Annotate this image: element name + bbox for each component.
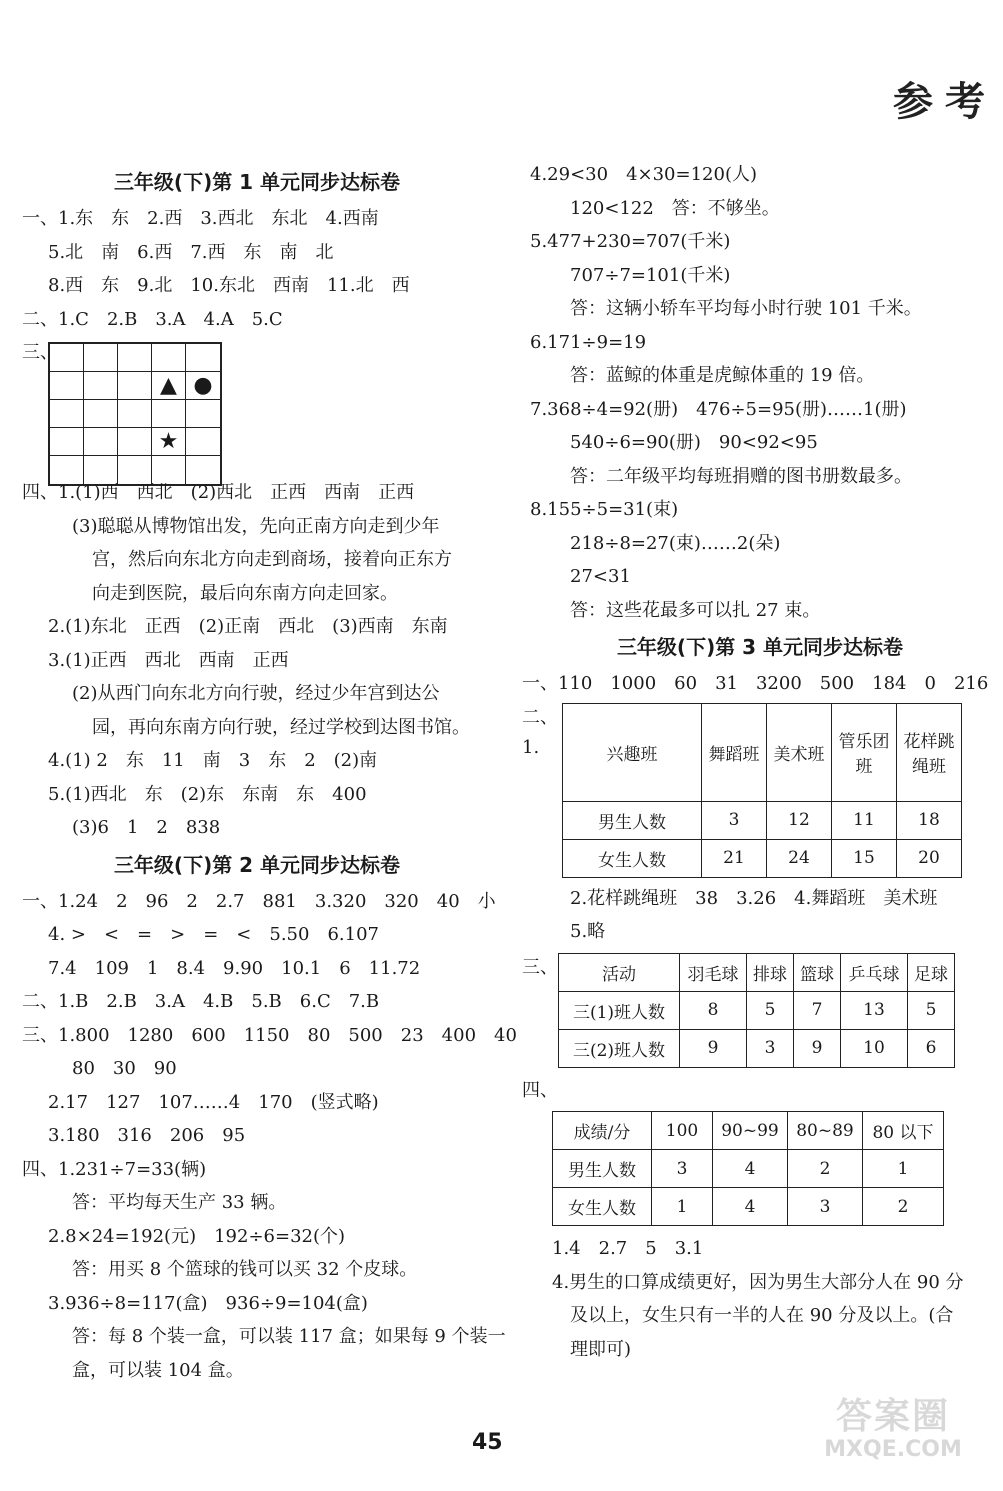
unit1-q3-label: 三、 <box>22 342 58 363</box>
table1-header-1: 舞蹈班 <box>702 703 767 801</box>
unit3-q2-label: 二、1. <box>522 706 558 758</box>
unit1-q3-grid-block <box>22 336 492 476</box>
table1-r1-c0: 女生人数 <box>563 839 702 877</box>
unit3-q3-table-block <box>522 953 990 1068</box>
unit3-q4-line3: 及以上，女生只有一半的人在 90 分及以上。(合 <box>570 1305 954 1326</box>
unit1-q4-line4: 向走到医院，最后向东南方向走回家。 <box>92 582 398 604</box>
table1-r0-c3: 11 <box>832 801 897 839</box>
table1-header-3: 管乐团班 <box>832 703 897 801</box>
unit2-line13: 3.936÷8=117(盒) 936÷9=104(盒) <box>48 1292 368 1314</box>
unit3-q2-table-block <box>522 703 990 878</box>
star-icon: ★ <box>152 428 186 456</box>
right-line11: 8.155÷5=31(束) <box>530 499 679 520</box>
unit1-q1-line3: 8.西 东 9.北 10.东北 西南 11.北 西 <box>48 275 410 296</box>
table3-r1-c4: 2 <box>863 1188 944 1226</box>
table3-header-2: 90~99 <box>713 1112 788 1150</box>
activity-table <box>558 953 955 1068</box>
unit3-q4-table-block <box>552 1111 990 1226</box>
right-line7: 答：蓝鲸的体重是虎鲸体重的 19 倍。 <box>570 365 875 386</box>
table1-r1-c4: 20 <box>897 839 962 877</box>
table3-header-0: 成绩/分 <box>553 1112 652 1150</box>
unit2-line14: 答：每 8 个装一盒，可以装 117 盒；如果每 9 个装一 <box>72 1326 506 1347</box>
table3-header-1: 100 <box>652 1112 713 1150</box>
unit3-q2-line2: 5.略 <box>570 921 606 942</box>
unit2-line1: 一、1.24 2 96 2 2.7 881 3.320 320 40 小 <box>22 890 496 912</box>
unit2-line8: 3.180 316 206 95 <box>48 1125 246 1146</box>
unit3-title: 三年级(下)第 3 单元同步达标卷 <box>616 635 904 659</box>
right-line4: 707÷7=101(千米) <box>570 264 731 286</box>
unit2-line9: 四、1.231÷7=33(辆) <box>22 1158 207 1180</box>
unit2-line6: 80 30 90 <box>72 1058 177 1079</box>
table2-header-1: 羽毛球 <box>680 953 747 991</box>
unit2-line3: 7.4 109 1 8.4 9.90 10.1 6 11.72 <box>48 957 421 979</box>
page-number: 45 <box>472 1430 503 1455</box>
table1-r0-c1: 3 <box>702 801 767 839</box>
unit2-line7: 2.17 127 107……4 170 (竖式略) <box>48 1091 379 1113</box>
table2-r0-c1: 8 <box>680 991 747 1029</box>
table2-header-4: 乒乓球 <box>841 953 908 991</box>
unit1-q4-line8: 园，再向东南方向行驶，经过学校到达图书馆。 <box>92 716 470 738</box>
right-line8: 7.368÷4=92(册) 476÷5=95(册)……1(册) <box>530 398 907 420</box>
table2-r1-c2: 3 <box>747 1029 794 1067</box>
left-column <box>22 162 517 1387</box>
table2-header-5: 足球 <box>908 953 955 991</box>
unit3-q2-line1: 2.花样跳绳班 38 3.26 4.舞蹈班 美术班 <box>570 887 938 909</box>
unit2-line12: 答：用买 8 个篮球的钱可以买 32 个皮球。 <box>72 1259 418 1280</box>
table2-r1-c5: 6 <box>908 1029 955 1067</box>
table3-r0-c0: 男生人数 <box>553 1150 652 1188</box>
watermark-logo <box>803 1397 983 1467</box>
right-line9: 540÷6=90(册) 90<92<95 <box>570 432 818 453</box>
table3-r1-c2: 4 <box>713 1188 788 1226</box>
table3-r1-c3: 3 <box>788 1188 863 1226</box>
triangle-icon: ▲ <box>152 372 186 400</box>
right-line13: 27<31 <box>570 566 631 587</box>
page-header-title: 参考 <box>893 79 997 125</box>
table3-r0-c1: 3 <box>652 1150 713 1188</box>
table1-header-0: 兴趣班 <box>563 703 702 801</box>
unit1-q1-line2: 5.北 南 6.西 7.西 东 南 北 <box>48 241 334 263</box>
table1-r1-c1: 21 <box>702 839 767 877</box>
table3-r1-c0: 女生人数 <box>553 1188 652 1226</box>
table1-header-2: 美术班 <box>767 703 832 801</box>
table3-r0-c2: 4 <box>713 1150 788 1188</box>
table2-r1-c1: 9 <box>680 1029 747 1067</box>
table2-r0-c4: 13 <box>841 991 908 1029</box>
direction-grid <box>48 342 222 486</box>
table1-r0-c4: 18 <box>897 801 962 839</box>
watermark-sub-text: MXQE.COM <box>824 1437 962 1462</box>
unit1-q1-line1: 一、1.东 东 2.西 3.西北 东北 4.西南 <box>22 208 379 229</box>
unit1-q4-line10: 5.(1)西北 东 (2)东 东南 东 400 <box>48 783 367 805</box>
unit1-q4-line2: (3)聪聪从博物馆出发，先向正南方向走到少年 <box>72 515 440 537</box>
right-line10: 答：二年级平均每班捐赠的图书册数最多。 <box>570 465 912 487</box>
right-line2: 120<122 答：不够坐。 <box>570 197 780 219</box>
unit2-line11: 2.8×24=192(元) 192÷6=32(个) <box>48 1225 346 1247</box>
table1-r1-c3: 15 <box>832 839 897 877</box>
unit3-q4-line4: 理即可) <box>570 1338 632 1360</box>
unit1-q4-line9: 4.(1) 2 东 11 南 3 东 2 (2)南 <box>48 750 378 771</box>
right-line3: 5.477+230=707(千米) <box>530 231 731 252</box>
table2-r0-c5: 5 <box>908 991 955 1029</box>
table3-r0-c4: 1 <box>863 1150 944 1188</box>
unit2-line10: 答：平均每天生产 33 辆。 <box>72 1192 287 1213</box>
table3-r1-c1: 1 <box>652 1188 713 1226</box>
unit1-title: 三年级(下)第 1 单元同步达标卷 <box>113 170 401 194</box>
circle-icon: ● <box>186 372 220 400</box>
right-line1: 4.29<30 4×30=120(人) <box>530 164 757 185</box>
unit1-q2-line: 二、1.C 2.B 3.A 4.A 5.C <box>22 308 283 330</box>
table2-r1-c3: 9 <box>794 1029 841 1067</box>
table3-r0-c3: 2 <box>788 1150 863 1188</box>
table1-r0-c2: 12 <box>767 801 832 839</box>
unit1-q4-line1: 四、1.(1)西 西北 (2)西北 正西 西南 正西 <box>22 482 415 503</box>
unit1-q4-line7: (2)从西门向东北方向行驶，经过少年宫到达公 <box>72 683 440 704</box>
unit1-q4-line3: 宫，然后向东北方向走到商场，接着向正东方 <box>92 549 452 570</box>
right-column <box>522 158 990 1366</box>
unit2-line4: 二、1.B 2.B 3.A 4.B 5.B 6.C 7.B <box>22 991 380 1012</box>
unit2-line15: 盒，可以装 104 盒。 <box>72 1359 244 1381</box>
right-line12: 218÷8=27(束)……2(朵) <box>570 532 781 554</box>
table2-r0-c3: 7 <box>794 991 841 1029</box>
table3-header-3: 80~89 <box>788 1112 863 1150</box>
right-line14: 答：这些花最多可以扎 27 束。 <box>570 599 821 621</box>
table1-r1-c2: 24 <box>767 839 832 877</box>
right-line6: 6.171÷9=19 <box>530 331 647 353</box>
table1-header-4: 花样跳绳班 <box>897 703 962 801</box>
table2-header-2: 排球 <box>747 953 794 991</box>
unit3-q4-label: 四、 <box>522 1079 558 1101</box>
table2-r0-c2: 5 <box>747 991 794 1029</box>
table2-header-0: 活动 <box>559 953 680 991</box>
table1-r0-c0: 男生人数 <box>563 801 702 839</box>
unit2-line5: 三、1.800 1280 600 1150 80 500 23 400 40 <box>22 1024 517 1046</box>
interest-class-table <box>562 703 962 878</box>
unit1-q4-line6: 3.(1)正西 西北 西南 正西 <box>48 649 289 671</box>
unit3-q4-line1: 1.4 2.7 5 3.1 <box>552 1238 704 1259</box>
right-line5: 答：这辆小轿车平均每小时行驶 101 千米。 <box>570 298 922 319</box>
table3-header-4: 80 以下 <box>863 1112 944 1150</box>
table2-header-3: 篮球 <box>794 953 841 991</box>
table2-r0-c0: 三(1)班人数 <box>559 991 680 1029</box>
unit1-q4-line5: 2.(1)东北 正西 (2)正南 西北 (3)西南 东南 <box>48 616 448 637</box>
unit3-q4-line2: 4.男生的口算成绩更好，因为男生大部分人在 90 分 <box>552 1271 964 1293</box>
table2-r1-c0: 三(2)班人数 <box>559 1029 680 1067</box>
unit1-q4-line11: (3)6 1 2 838 <box>72 817 221 838</box>
unit3-q1-line: 一、110 1000 60 31 3200 500 184 0 216 <box>522 673 989 694</box>
unit3-q3-label: 三、 <box>522 956 558 978</box>
score-table <box>552 1111 944 1226</box>
unit2-title: 三年级(下)第 2 单元同步达标卷 <box>113 852 401 877</box>
watermark-main-text: 答案圈 <box>835 1396 950 1437</box>
table2-r1-c4: 10 <box>841 1029 908 1067</box>
unit2-line2: 4. > < = > = < 5.50 6.107 <box>48 924 379 945</box>
